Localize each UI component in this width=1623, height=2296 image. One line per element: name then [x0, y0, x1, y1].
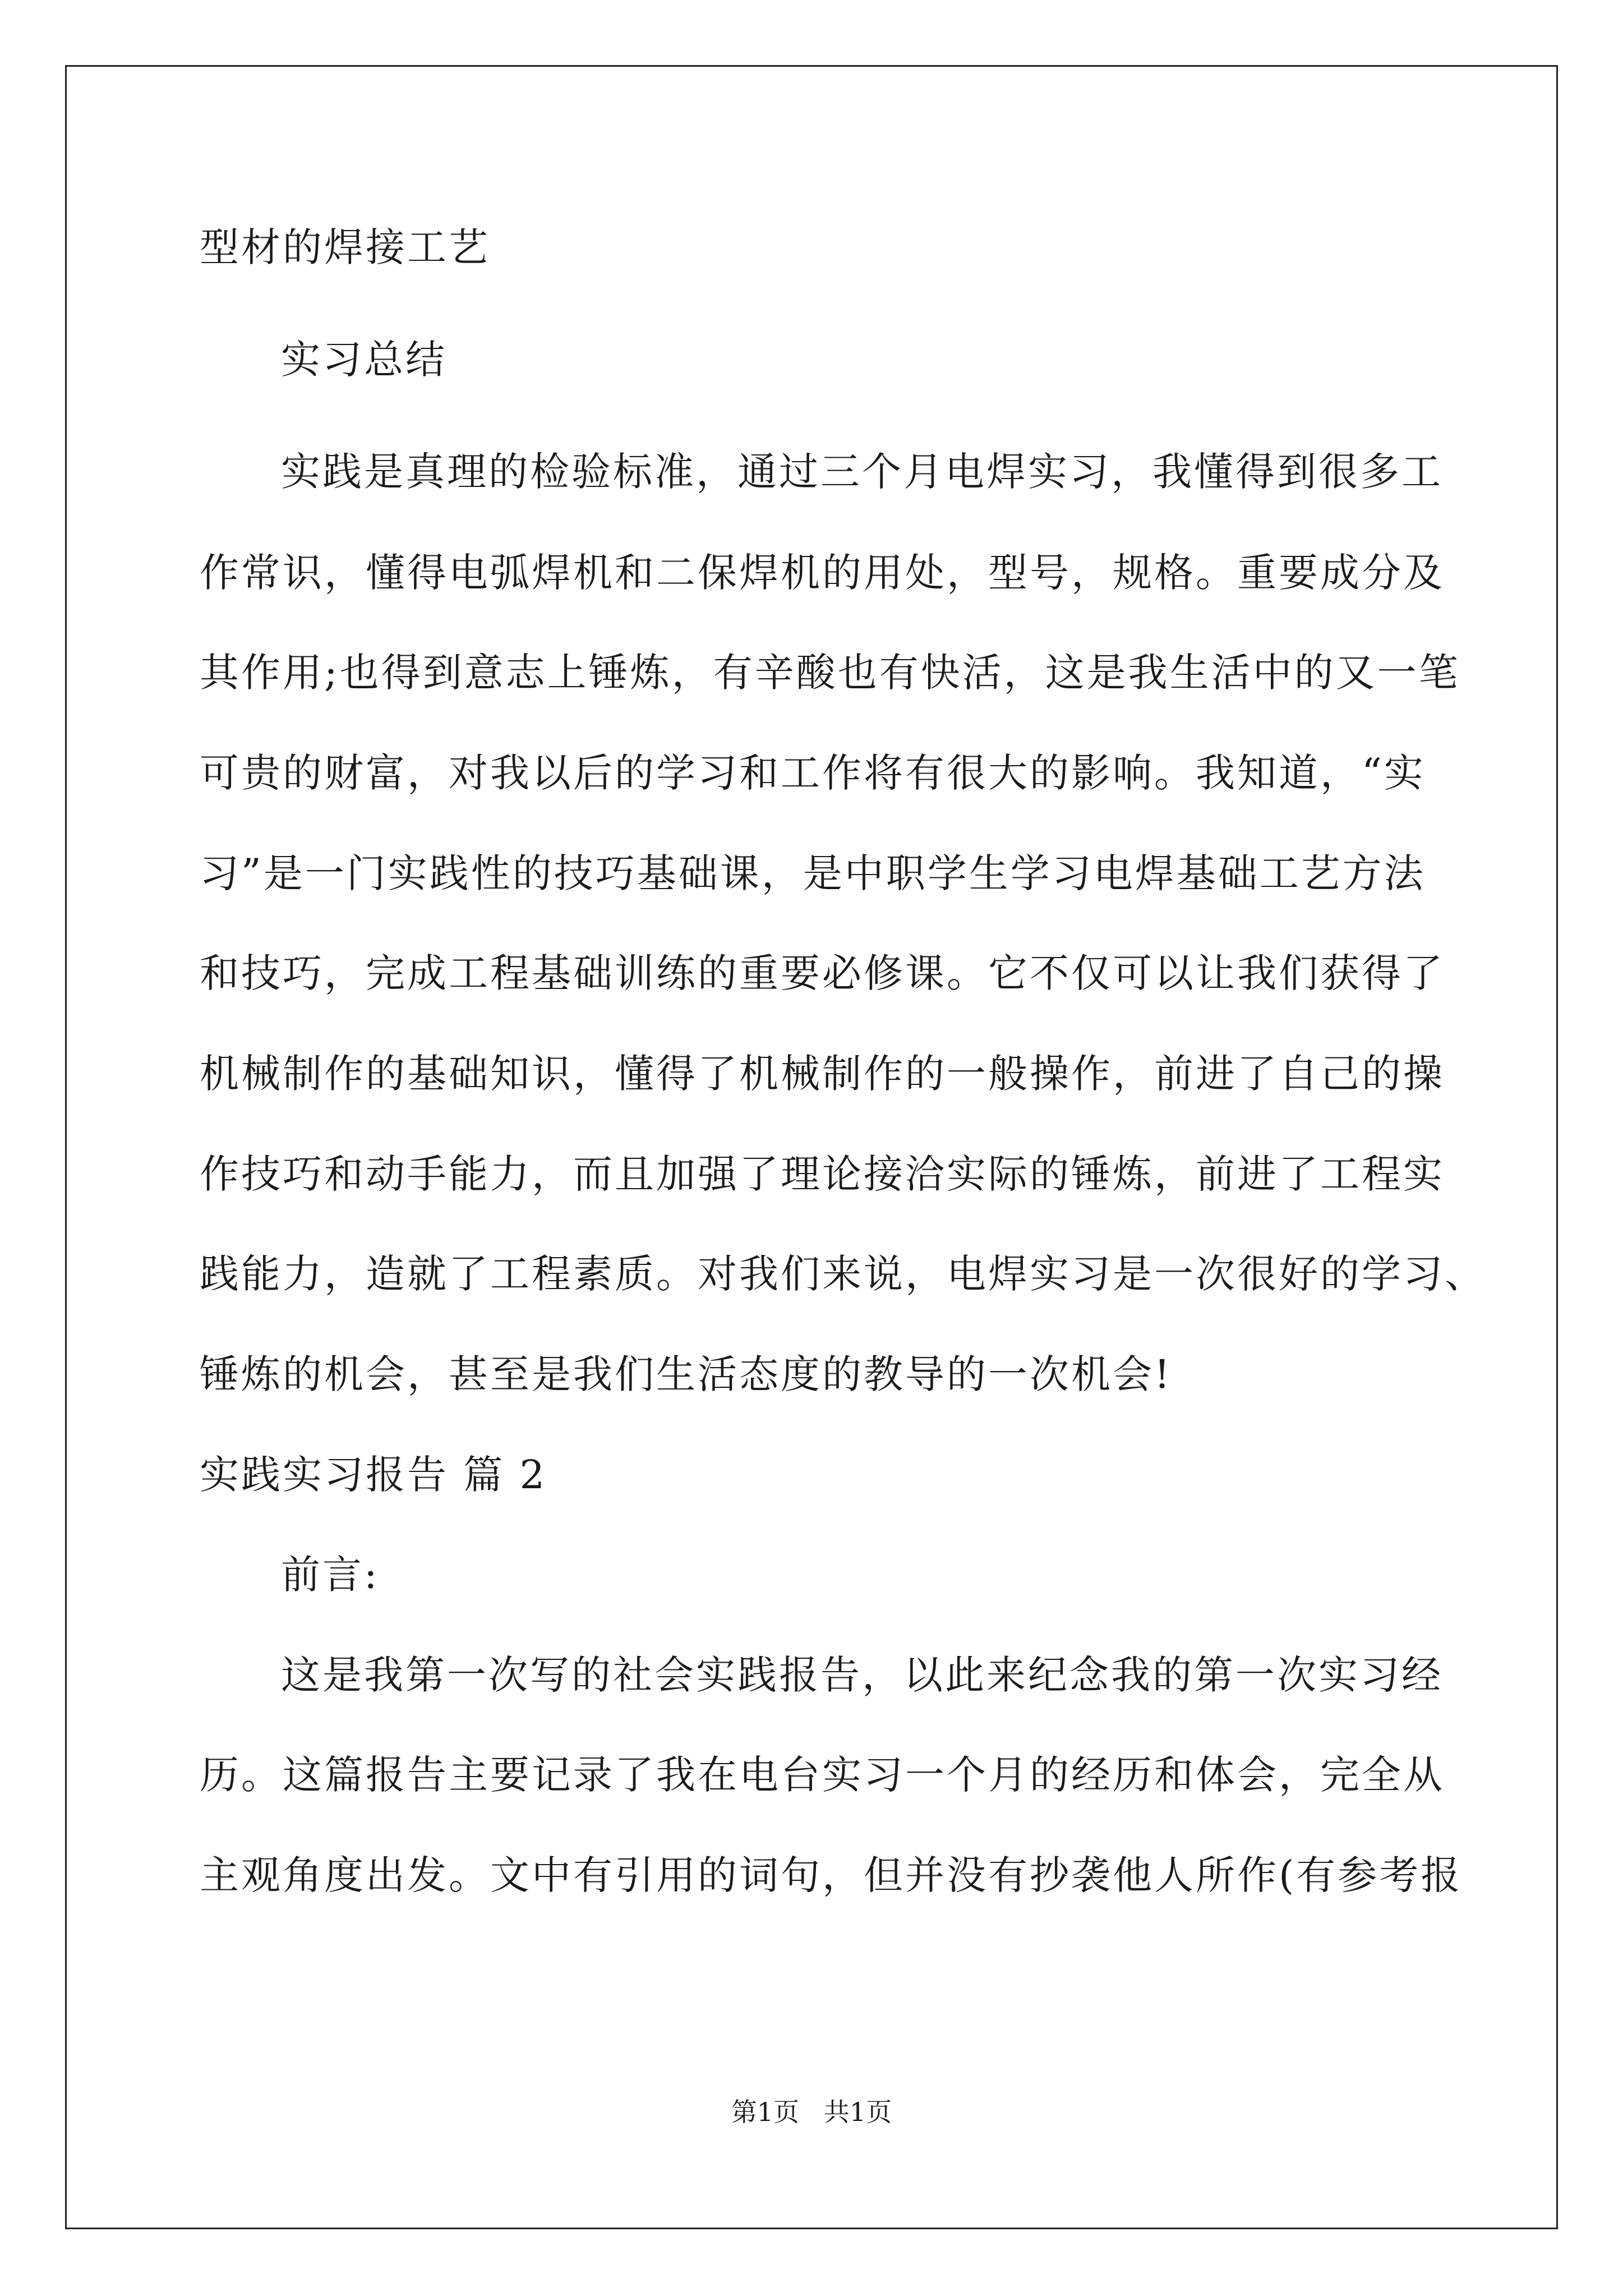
- doc-line: 作常识，懂得电弧焊机和二保焊机的用处，型号，规格。重要成分及: [200, 550, 1445, 596]
- doc-line: 实践是真理的检验标准，通过三个月电焊实习，我懂得到很多工: [281, 449, 1443, 495]
- doc-line: 型材的焊接工艺: [200, 224, 490, 270]
- doc-line: 可贵的财富，对我以后的学习和工作将有很大的影响。我知道，“实: [200, 750, 1426, 796]
- subheading: 前言:: [281, 1552, 380, 1598]
- doc-line: 锤炼的机会，甚至是我们生活态度的教导的一次机会!: [200, 1351, 1173, 1397]
- section-heading: 实习总结: [281, 337, 447, 383]
- doc-line: 主观角度出发。文中有引用的词句，但并没有抄袭他人所作(有参考报: [200, 1852, 1463, 1898]
- section-heading: 实践实习报告 篇 2: [200, 1452, 547, 1498]
- doc-line: 践能力，造就了工程素质。对我们来说，电焊实习是一次很好的学习、: [200, 1251, 1486, 1297]
- doc-line: 机械制作的基础知识，懂得了机械制作的一般操作，前进了自己的操: [200, 1051, 1445, 1097]
- doc-line: 其作用;也得到意志上锤炼，有辛酸也有快活，这是我生活中的又一笔: [200, 650, 1460, 696]
- doc-line: 这是我第一次写的社会实践报告，以此来纪念我的第一次实习经: [281, 1652, 1443, 1698]
- doc-line: 和技巧，完成工程基础训练的重要必修课。它不仅可以让我们获得了: [200, 950, 1445, 996]
- doc-line: 习”是一门实践性的技巧基础课，是中职学生学习电焊基础工艺方法: [200, 850, 1426, 896]
- page-border: [65, 65, 1558, 2229]
- page-footer: 第1页 共1页: [731, 2097, 892, 2127]
- doc-line: 作技巧和动手能力，而且加强了理论接洽实际的锤炼，前进了工程实: [200, 1151, 1445, 1197]
- doc-line: 历。这篇报告主要记录了我在电台实习一个月的经历和体会，完全从: [200, 1752, 1445, 1798]
